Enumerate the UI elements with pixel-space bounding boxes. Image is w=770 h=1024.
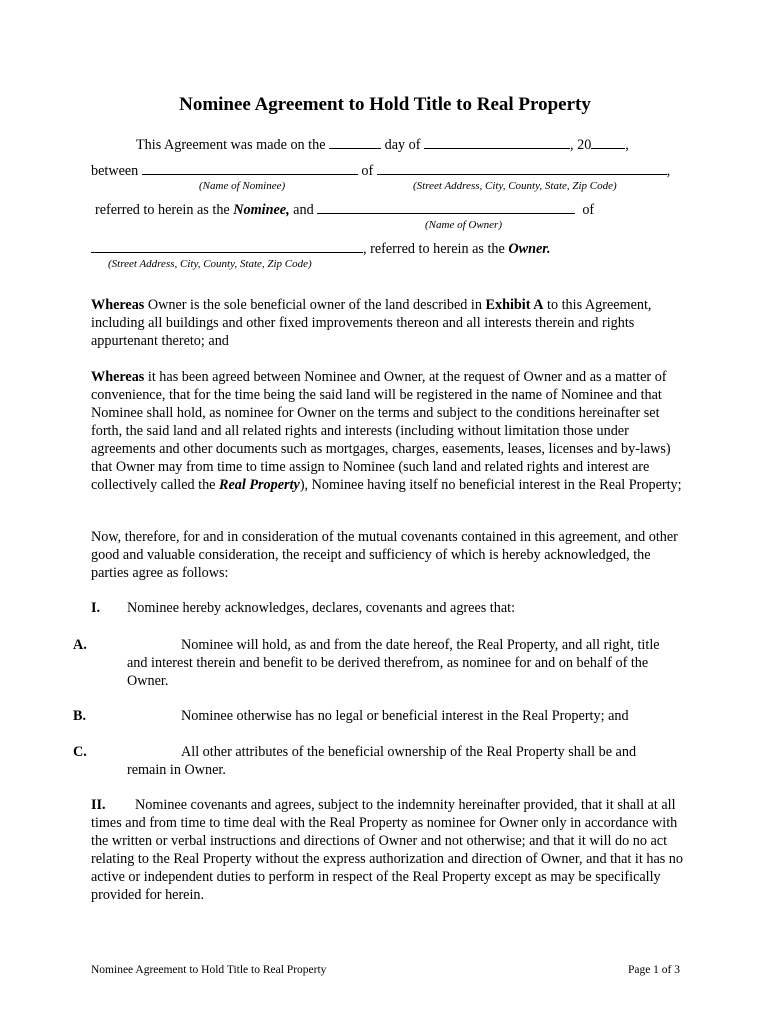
intro-of-1: of	[361, 163, 374, 179]
section-1a-paragraph	[73, 636, 677, 690]
section-1b-paragraph	[73, 707, 677, 725]
whereas2-text-a: it has been agreed between Nominee and Owner, at the request of Owner and as a matter of convenience, that for the time being the said land will be registered in the name of Nominee and that Nominee shall hold, as nominee for Owner on the terms and subject to the conditions hereinafter set forth, the said land and all related rights and interests (including without limitation those under agreements and other documents such as mortgages, charges, easements, leases, licenses and by-laws) that Owner may from time to time assign to Nominee (such land and related rights and interest are collectively called the	[91, 369, 671, 493]
intro-line-3	[95, 201, 594, 219]
intro-day-of: day of	[384, 137, 421, 153]
section-2-label: II.	[91, 797, 106, 813]
intro-comma-2: ,	[666, 163, 671, 179]
section-1c-paragraph	[73, 743, 677, 779]
exhibit-a-ref: Exhibit A	[485, 297, 544, 313]
owner-address-caption: (Street Address, City, County, State, Zip Code)	[108, 258, 312, 270]
intro-line-1	[136, 136, 629, 154]
intro-made-on: This Agreement was made on the	[136, 137, 326, 153]
owner-name-blank[interactable]	[317, 201, 575, 214]
day-blank[interactable]	[329, 136, 381, 149]
owner-term: Owner.	[508, 241, 551, 257]
document-title: Nominee Agreement to Hold Title to Real Property	[179, 94, 591, 115]
intro-of-2: of	[582, 202, 595, 218]
whereas1-text-b: to this Agreement, including all buildings and other fixed improvements thereon and all interests therein and rights appurtenant thereto; and	[91, 297, 652, 349]
section-2-paragraph	[91, 796, 691, 904]
section-1b-label: B.	[73, 708, 87, 724]
whereas1-text-a: Owner is the sole beneficial owner of the land described in	[144, 297, 486, 313]
section-1a-label: A.	[73, 637, 87, 653]
intro-referred-as: referred to herein as the	[95, 202, 230, 218]
owner-address-blank[interactable]	[91, 240, 363, 253]
section-1a-text: Nominee will hold, as and from the date hereof, the Real Property, and all right, title and interest therein and benefit to be derived therefrom, as nominee for and on behalf of the Owner.	[127, 637, 660, 689]
intro-between: between	[91, 163, 139, 179]
now-therefore-paragraph: Now, therefore, for and in consideration of the mutual covenants contained in this agreement, and other good and valuable consideration, the receipt and sufficiency of which is hereby acknowledged, the parties agree as follows:	[91, 529, 678, 581]
intro-line-4	[91, 240, 551, 258]
whereas-paragraph-1	[91, 296, 691, 350]
whereas-lead-1: Whereas	[91, 297, 145, 313]
section-2-text: Nominee covenants and agrees, subject to the indemnity hereinafter provided, that it shall at all times and from time to time deal with the Real Property as nominee for Owner only in accordance with the written or verbal instructions and directions of Owner and not otherwise; and that it will do no act relating to the Real Property without the express authorization and direction of Owner, and that it has no active or independent duties to perform in respect of the Real Property except as may be specifically provided for herein.	[91, 797, 683, 903]
section-1b-text: Nominee otherwise has no legal or beneficial interest in the Real Property; and	[181, 708, 629, 724]
year-blank[interactable]	[591, 136, 625, 149]
nominee-name-blank[interactable]	[142, 162, 358, 175]
whereas2-text-b: ), Nominee having itself no beneficial interest in the Real Property;	[299, 477, 682, 493]
intro-comma-1: ,	[625, 137, 629, 153]
intro-and: and	[293, 202, 314, 218]
owner-name-caption: (Name of Owner)	[425, 219, 502, 231]
real-property-term: Real Property	[219, 477, 300, 493]
footer-title: Nominee Agreement to Hold Title to Real Property	[91, 964, 327, 976]
page-number: Page 1 of 3	[627, 964, 680, 976]
nominee-name-caption: (Name of Nominee)	[199, 180, 286, 192]
section-1c-text: All other attributes of the beneficial ownership of the Real Property shall be and remain in Owner.	[127, 744, 637, 778]
section-1-label: I.	[91, 600, 101, 616]
section-1-text: Nominee hereby acknowledges, declares, covenants and agrees that:	[127, 600, 516, 616]
nominee-address-blank[interactable]	[377, 162, 667, 175]
whereas-lead-2: Whereas	[91, 369, 145, 385]
whereas-paragraph-2	[91, 368, 691, 494]
section-1c-label: C.	[73, 744, 87, 760]
intro-line-2	[91, 162, 670, 180]
nominee-address-caption: (Street Address, City, County, State, Zip Code)	[413, 180, 617, 192]
month-blank[interactable]	[424, 136, 570, 149]
nominee-term: Nominee,	[233, 202, 290, 218]
intro-year-prefix: , 20	[570, 137, 592, 153]
intro-referred-owner: , referred to herein as the	[363, 241, 505, 257]
